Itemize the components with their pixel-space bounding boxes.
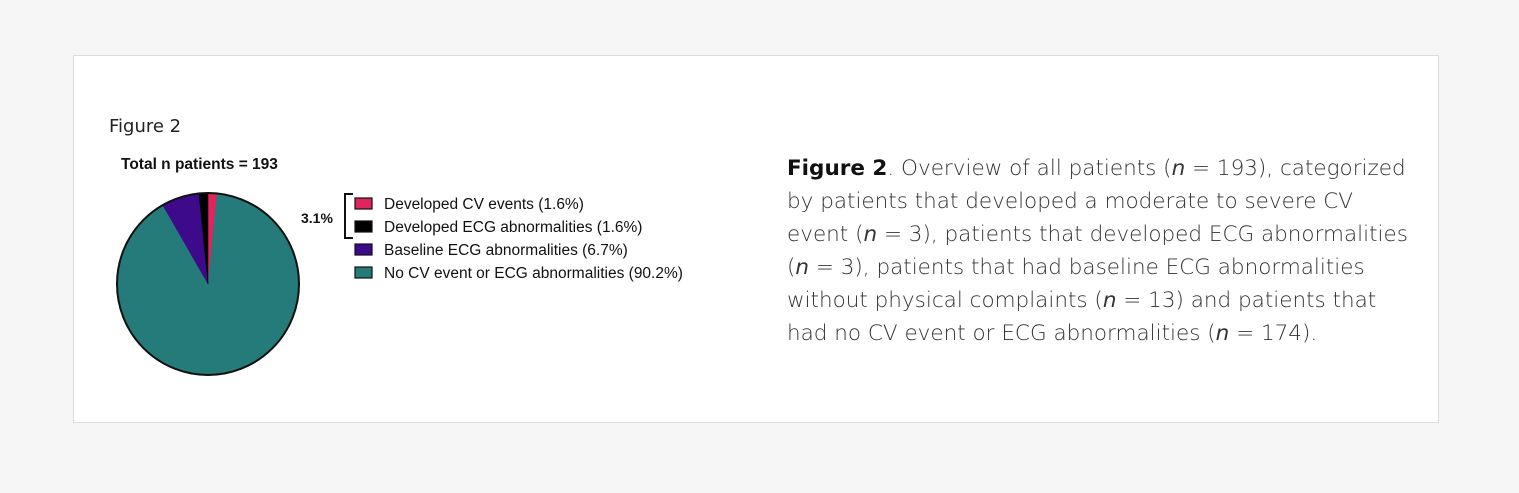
figure-caption (787, 152, 1412, 350)
legend-label-1: Developed CV events (1.6%) (384, 196, 584, 213)
figure-label: Figure 2 (109, 116, 182, 137)
caption-text-6: = 174). (1229, 321, 1318, 346)
legend-label-2: Developed ECG abnormalities (1.6%) (384, 219, 643, 236)
caption-text-4: = 3), patients that had baseline ECG abnormalities without physical complaints ( (787, 255, 1365, 313)
caption-bold: Figure 2 (787, 156, 888, 181)
figure-card (73, 55, 1439, 423)
legend-swatch-2 (355, 221, 372, 232)
caption-text-3: = 3), patients that developed ECG abnormalities ( (787, 222, 1408, 280)
caption-text-5: = 13) and patients that had no CV event or ECG abnormalities ( (787, 288, 1377, 346)
legend-swatch-4 (355, 267, 372, 278)
legend-label-3: Baseline ECG abnormalities (6.7%) (384, 242, 628, 259)
bracket-label: 3.1% (301, 210, 333, 226)
bracket (301, 194, 353, 238)
caption-n-3: n (795, 255, 810, 280)
caption-n-5: n (1215, 321, 1230, 346)
legend-swatch-1 (355, 198, 372, 209)
legend-label-4: No CV event or ECG abnormalities (90.2%) (384, 265, 683, 282)
caption-n-2: n (863, 222, 878, 247)
caption-n-1: n (1171, 156, 1186, 181)
legend (355, 196, 683, 282)
legend-swatch-3 (355, 244, 372, 255)
caption-n-4: n (1102, 288, 1117, 313)
chart-title: Total n patients = 193 (121, 156, 278, 173)
caption-text-2: = 193), categorized by patients that developed a moderate to severe CV event ( (787, 156, 1406, 247)
caption-text-1: . Overview of all patients ( (887, 156, 1172, 181)
pie-slices (117, 193, 299, 375)
pie-chart (74, 56, 754, 424)
